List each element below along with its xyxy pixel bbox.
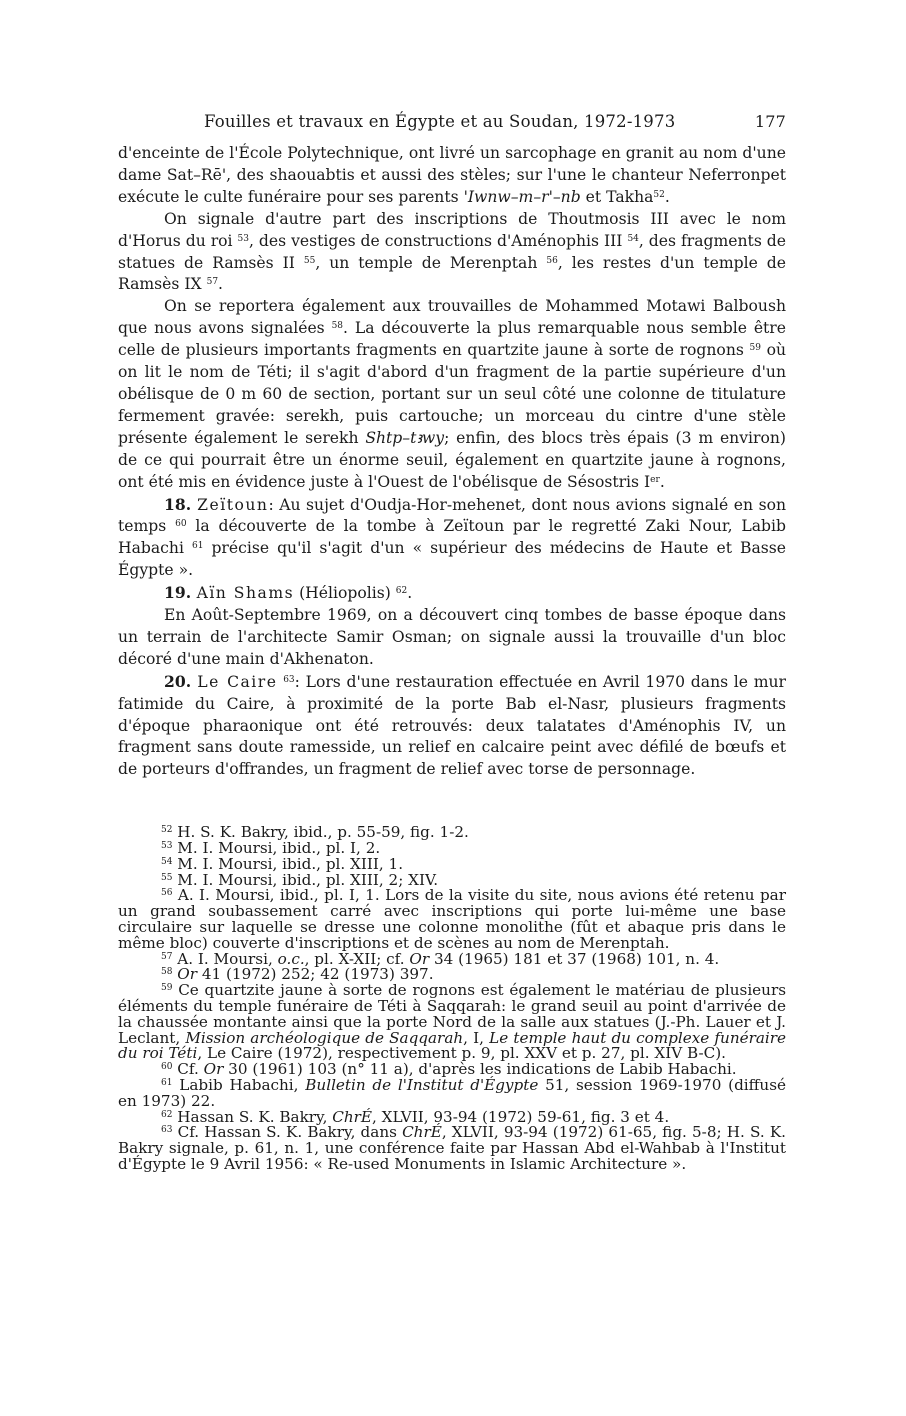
text-run: Shtp–tꜣwy <box>365 428 445 447</box>
page <box>118 112 786 1173</box>
text-run: 34 (1965) 181 et 37 (1968) 101, n. 4. <box>429 949 720 968</box>
text-run: , des fragments de statues de Ramsès II <box>118 231 786 272</box>
paragraph <box>118 143 786 209</box>
text-run: 51, session 1969-1970 (diffusé en 1973) 22. <box>118 1076 786 1110</box>
text-run: Hassan S. K. Bakry, <box>177 1107 333 1126</box>
text-run: . <box>664 187 670 206</box>
text-run: Zeïtoun <box>197 495 269 514</box>
text-run: : Au sujet d'Oudja-Hor-mehenet, dont nous avions signalé en son temps <box>118 495 787 536</box>
text-run: Cf. Hassan S. K. Bakry, dans <box>177 1123 403 1142</box>
text-run: M. I. Moursi, ibid., pl. XIII, 2; XIV. <box>177 870 439 889</box>
text-run: 30 (1961) 103 (n° 11 a), d'après les indications de Labib Habachi. <box>223 1060 737 1079</box>
footnote <box>118 888 786 951</box>
text-run: 18. <box>164 494 198 514</box>
text-run: Labib Habachi, <box>179 1076 306 1095</box>
text-run: , les restes d'un temple de Ramsès IX <box>118 253 786 294</box>
text-run: Ce quartzite jaune à sorte de rognons est également le matériau de plusieurs éléments du temple funéraire de Téti à Saqqarah: le grand seuil au point d'arrivée de la chaussée montante ainsi que la porte Nord de la salle aux statues (J.-Ph. Lauer et J. Leclant, <box>118 981 786 1047</box>
text-run: , Le Caire (1972), respectivement p. 9, pl. XXV et p. 27, pl. XIV B-C). <box>197 1044 726 1063</box>
footnote-ref: 54 <box>627 233 639 244</box>
text-run: . <box>407 584 413 603</box>
footnote-ref: 60 <box>175 519 187 530</box>
text-run: ; enfin, des blocs très épais (3 m environ) de ce qui pourrait être un énorme seuil, également en quartzite jaune à rognons, ont été mis en évidence juste à l'Ouest de l'obélisque de Sésostris I <box>118 428 786 491</box>
text-run: Or <box>409 949 430 968</box>
text-run: , I, <box>463 1028 490 1047</box>
footnote-number: 53 <box>161 841 173 852</box>
text-run: 20. <box>164 671 198 691</box>
footnote-number: 57 <box>161 951 173 962</box>
text-run: 19. <box>164 583 197 603</box>
text-run: Le temple haut du complexe funéraire du roi Téti <box>118 1028 787 1063</box>
text-run: H. S. K. Bakry, ibid., p. 55-59, fig. 1-2. <box>177 823 469 842</box>
text-run: A. I. Moursi, ibid., pl. I, 1. Lors de la visite du site, nous avions été retenu par un grand soubassement carré avec inscriptions qui porte lui-même une base circulaire sur laquelle se dresse une colonne monolithe (fût et abaque pris dans le même bloc) couverte d'inscriptions et de scènes au nom de Merenptah. <box>118 886 786 952</box>
footnote-ref: 56 <box>546 255 558 266</box>
footnote <box>118 1125 786 1172</box>
text-run: Mission archéologique de Saqqarah <box>185 1028 464 1047</box>
text-run: En Août-Septembre 1969, on a découvert cinq tombes de basse époque dans un terrain de l'architecte Samir Osman; on signale aussi la trouvaille d'un bloc décoré d'une main d'Akhenaton. <box>118 606 786 668</box>
running-title: Fouilles et travaux en Égypte et au Soudan, 1972-1973 <box>204 112 676 131</box>
text-run: A. I. Moursi, <box>177 949 278 968</box>
main-text <box>118 143 786 781</box>
footnote-ref: 61 <box>191 541 204 552</box>
text-run: , XLVII, 93-94 (1972) 61-65, fig. 5-8; H. S. K. Bakry signale, p. 61, n. 1, une conférence faite par Hassan Abd el-Wahbab à l'Institut d'Égypte le 9 Avril 1956: « Re-used Monuments in Islamic Architecture ». <box>118 1123 786 1174</box>
footnote <box>118 983 786 1062</box>
text-run: On signale d'autre part des inscriptions de Thoutmosis III avec le nom d'Horus du roi <box>118 209 786 250</box>
text-run: ChrÉ <box>332 1107 372 1126</box>
text-run: précise qu'il s'agit d'un « supérieur des médecins de Haute et Basse Égypte ». <box>118 539 787 580</box>
footnote-ref: 59 <box>749 343 761 354</box>
text-run: Bulletin de l'Institut d'Égypte <box>305 1076 539 1095</box>
footnote-ref: er <box>650 474 660 485</box>
text-run: Aïn Shams <box>196 584 295 603</box>
footnote-ref: 55 <box>303 255 316 266</box>
text-run: 41 (1972) 252; 42 (1973) 397. <box>197 965 434 984</box>
footnote-number: 54 <box>161 856 173 867</box>
text-run: , XLVII, 93-94 (1972) 59-61, fig. 3 et 4. <box>372 1107 670 1126</box>
footnote-ref: 53 <box>237 233 249 244</box>
footnote <box>118 1078 786 1110</box>
text-run: Cf. <box>177 1060 204 1079</box>
text-run: (Héliopolis) <box>294 584 396 603</box>
footnote-number: 61 <box>161 1078 173 1089</box>
running-header <box>118 112 786 131</box>
text-run: ChrÉ <box>402 1123 442 1142</box>
footnote-number: 62 <box>161 1109 173 1120</box>
paragraph <box>118 605 786 671</box>
text-run: Or <box>177 965 197 984</box>
footnote-ref: 63 <box>283 674 295 685</box>
text-run: . <box>218 275 224 294</box>
text-run: où on lit le nom de Téti; il s'agit d'abord d'un fragment de la partie supérieure d'un obélisque de 0 m 60 de section, portant sur un seul côté une colonne de titulature fermement gravée: serekh, puis cartouche; un morceau du cintre d'une stèle présente également le serekh <box>118 341 787 447</box>
footnotes <box>118 825 786 1173</box>
text-run: . <box>659 472 665 491</box>
footnote-number: 60 <box>161 1062 173 1073</box>
text-run: Le Caire <box>197 672 278 691</box>
text-run: et Takha <box>580 187 654 206</box>
text-run: d'enceinte de l'École Polytechnique, ont livré un sarcophage en granit au nom d'une dame Sat–Rē', des shaouabtis et aussi des stèles; sur l'une le chanteur Neferronpet exécute le culte funéraire pour ses parents <box>118 144 786 206</box>
text-run: . La découverte la plus remarquable nous semble être celle de plusieurs importants fragments en quartzite jaune à sorte de rognons <box>118 319 786 360</box>
text-run: : Lors d'une restauration effectuée en Avril 1970 dans le mur fatimide du Caire, à proximité de la porte Bab el-Nasr, plusieurs fragments d'époque pharaonique ont été retrouvés: deux talatates d'Aménophis IV, un fragment sans doute ramesside, un relief en calcaire peint avec défilé de bœufs et de porteurs d'offrandes, un fragment de relief avec torse de personnage. <box>118 672 786 779</box>
footnote-ref: 62 <box>395 586 408 597</box>
footnote-ref: 58 <box>331 321 344 332</box>
text-run: , un temple de Merenptah <box>315 253 547 272</box>
footnote-number: 59 <box>161 983 173 994</box>
paragraph <box>118 582 786 605</box>
footnote-number: 63 <box>161 1125 173 1136</box>
paragraph <box>118 296 786 493</box>
text-run: , des vestiges de constructions d'Aménophis III <box>248 231 628 250</box>
text-run: o.c. <box>277 949 305 968</box>
text-run: On se reportera également aux trouvailles de Mohammed Motawi Balboush que nous avons signalées <box>118 297 786 338</box>
footnote-number: 56 <box>161 888 173 899</box>
footnote-number: 52 <box>161 825 173 836</box>
footnote-number: 58 <box>161 967 173 978</box>
page-number: 177 <box>754 112 786 131</box>
footnote-number: 55 <box>161 872 173 883</box>
footnote-ref: 52 <box>653 189 665 200</box>
paragraph <box>118 494 786 583</box>
text-run: 'Iwnw–m–r'–nb <box>463 187 581 206</box>
footnote-ref: 57 <box>206 277 219 288</box>
text-run: M. I. Moursi, ibid., pl. XIII, 1. <box>177 854 404 873</box>
text-run: M. I. Moursi, ibid., pl. I, 2. <box>177 839 381 858</box>
text-run: , pl. X-XII; cf. <box>304 949 410 968</box>
text-run: Or <box>203 1060 224 1079</box>
text-run: la découverte de la tombe à Zeïtoun par le regretté Zaki Nour, Labib Habachi <box>118 517 786 558</box>
paragraph <box>118 209 786 297</box>
paragraph <box>118 671 786 782</box>
